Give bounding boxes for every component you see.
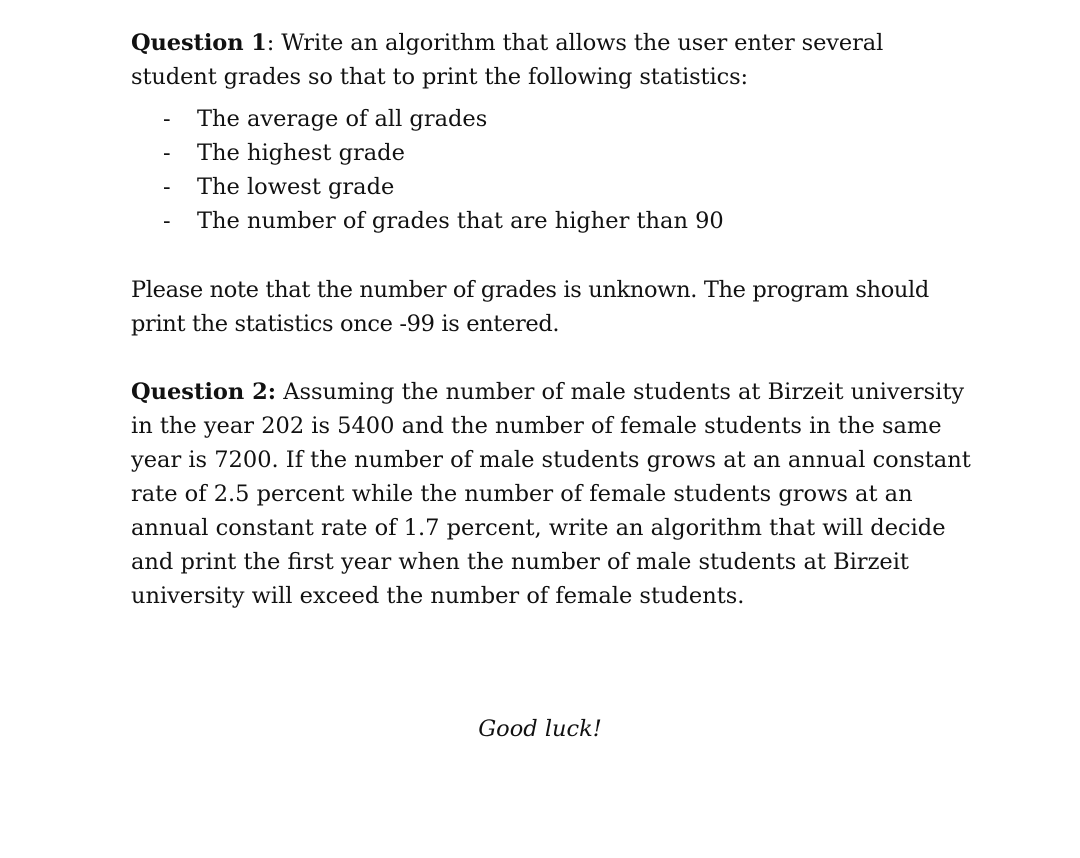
bullet-dash: - [163, 208, 171, 234]
list-item-text: The lowest grade [197, 174, 395, 200]
bullet-dash: - [163, 106, 171, 132]
bullet-dash: - [163, 174, 171, 200]
question-1-text: Write an algorithm that allows the user enter several student grades so that to print the following statistics: [131, 30, 884, 90]
list-item [131, 102, 971, 136]
list-item-text: The number of grades that are higher than 90 [197, 208, 724, 234]
list-item [131, 170, 971, 204]
statistics-list [131, 102, 971, 238]
question-1-note: Please note that the number of grades is unknown. The program should print the statistics once -99 is entered. [131, 277, 929, 337]
list-item [131, 136, 971, 170]
question-2-label: Question 2: [131, 379, 277, 405]
question-2-paragraph [131, 375, 971, 613]
closing-text: Good luck! [478, 716, 602, 742]
bullet-dash: - [163, 140, 171, 166]
question-1-label: Question 1 [131, 30, 267, 56]
document-page [131, 26, 971, 613]
question-1-paragraph [131, 26, 971, 94]
question-1-colon: : [266, 30, 282, 56]
list-item-text: The highest grade [197, 140, 405, 166]
list-item [131, 204, 971, 238]
list-item-text: The average of all grades [197, 106, 488, 132]
question-2-text: Assuming the number of male students at Birzeit university in the year 202 is 5400 and the number of female students in the same year is 7200. If the number of male students grows at an annual constant rate of 2.5 percent while the number of female students grows at an annual constant rate of 1.7 percent, write an algorithm that will decide and print the first year when the number of male students at Birzeit university will exceed the number of female students. [131, 379, 971, 609]
